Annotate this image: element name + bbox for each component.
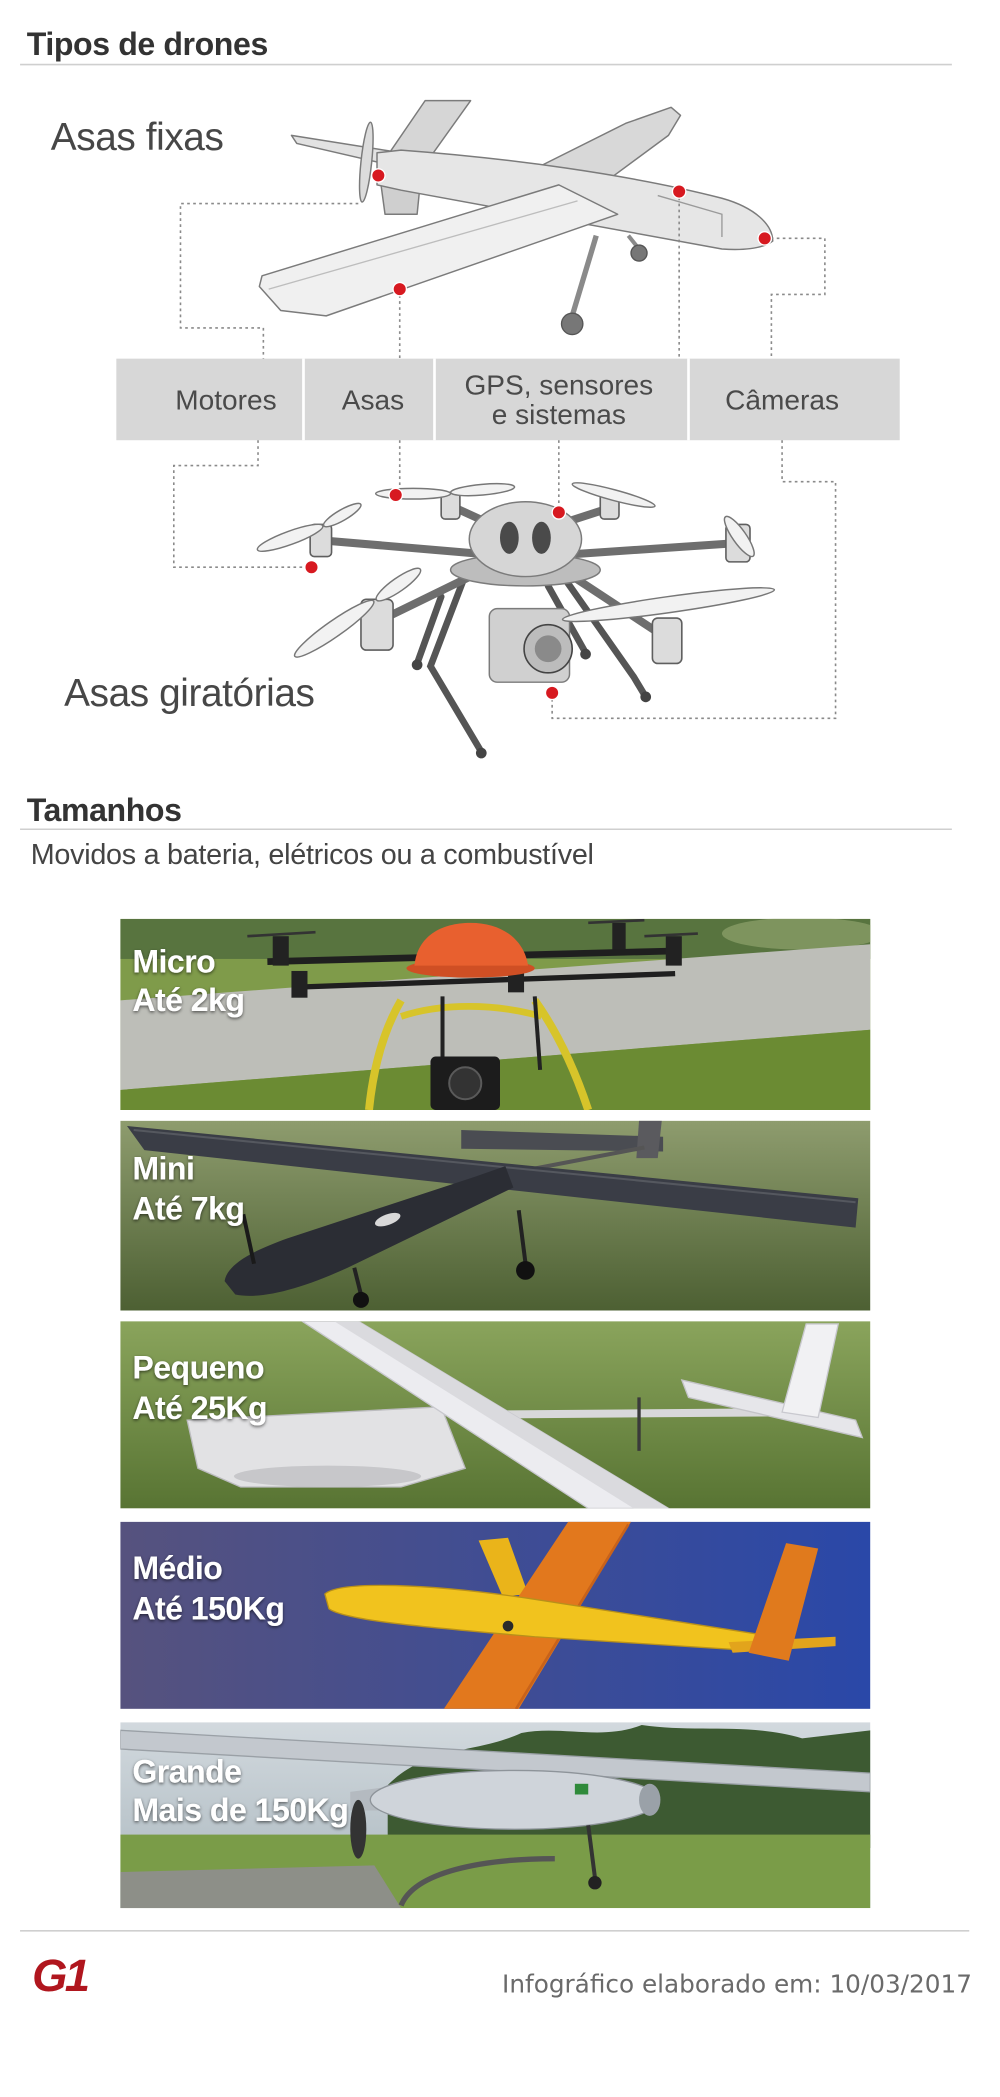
- dome-slot: [532, 522, 551, 554]
- fuselage-detail: [503, 1621, 514, 1632]
- propeller-blade: [376, 488, 451, 499]
- foot: [640, 692, 651, 703]
- camera-lens-inner: [535, 635, 562, 662]
- connector-cameras-bottom: [552, 440, 835, 718]
- gear-wheel: [353, 1292, 369, 1308]
- size-weight-medio: Até 150Kg: [132, 1590, 285, 1627]
- label-cameras: Câmeras: [725, 384, 840, 416]
- size-photo-micro: [120, 917, 882, 1110]
- fixed-wing-rear-wheel: [631, 245, 647, 261]
- label-gps-line-2: e sistemas: [491, 399, 626, 431]
- marker-dot-motor: [372, 169, 385, 182]
- fixed-wing-tail-fin: [390, 101, 470, 157]
- marker-dot-gps: [552, 506, 565, 519]
- connector-motores-bottom: [174, 440, 312, 567]
- section-title-types: Tipos de drones: [26, 26, 268, 63]
- fixed-wing-drone-illustration: [259, 101, 772, 335]
- size-name-micro: Micro: [132, 943, 216, 980]
- motor: [652, 618, 681, 663]
- size-name-pequeno: Pequeno: [132, 1349, 265, 1386]
- marker-dot-camera: [545, 686, 558, 699]
- size-photo-mini: [120, 1121, 870, 1311]
- marker-dot-gps: [672, 185, 685, 198]
- size-weight-mini: Até 7kg: [132, 1190, 245, 1227]
- drone-tail-fin: [636, 1121, 661, 1158]
- marker-dot-camera: [758, 232, 771, 245]
- marker-dot-motor: [305, 561, 318, 574]
- size-weight-micro: Até 2kg: [132, 982, 245, 1019]
- fixed-wing-gear-strut: [572, 236, 596, 316]
- connector-cameras-top: [765, 238, 825, 358]
- fixed-wing-propeller: [357, 122, 376, 203]
- marker-dot-wing: [389, 488, 402, 501]
- fuselage-flag: [575, 1784, 588, 1795]
- rotary-wing-drone-illustration: [255, 479, 775, 759]
- size-photo-pequeno: [120, 1321, 870, 1508]
- gear-wheel: [588, 1876, 601, 1889]
- road: [120, 1865, 401, 1908]
- drone-nose: [639, 1784, 660, 1816]
- propeller-blade: [450, 482, 515, 498]
- foot: [412, 659, 423, 670]
- drone-motor: [612, 923, 625, 950]
- size-name-medio: Médio: [132, 1550, 223, 1587]
- parts-label-box: [116, 359, 899, 441]
- fuselage-shadow: [234, 1466, 421, 1487]
- g1-logo[interactable]: G1: [32, 1950, 88, 2002]
- gear-wheel: [516, 1261, 535, 1280]
- label-asas: Asas: [341, 384, 405, 416]
- size-photo-medio: [120, 1522, 870, 1709]
- drone-fuselage: [370, 1770, 659, 1829]
- drone-motor: [291, 971, 307, 998]
- drone-motor: [666, 936, 682, 965]
- rotary-wing-label: Asas giratórias: [64, 672, 315, 716]
- label-motores: Motores: [175, 384, 277, 416]
- foot: [476, 748, 487, 759]
- marker-dot-wing: [393, 282, 406, 295]
- section-title-sizes: Tamanhos: [26, 792, 182, 829]
- size-name-mini: Mini: [132, 1150, 195, 1187]
- infographic-credit: Infográfico elaborado em: 10/03/2017: [502, 1969, 972, 1999]
- sizes-subtitle: Movidos a bateria, elétricos ou a combustível: [30, 839, 594, 872]
- arm: [324, 540, 482, 553]
- propeller-blade: [321, 500, 363, 531]
- size-weight-pequeno: Até 25Kg: [132, 1389, 268, 1426]
- arm: [578, 543, 737, 554]
- dome-slot: [500, 522, 519, 554]
- size-photo-grande: [120, 1722, 870, 1908]
- fixed-wing-label: Asas fixas: [50, 116, 224, 160]
- foot: [580, 649, 591, 660]
- size-weight-grande: Mais de 150Kg: [132, 1792, 349, 1829]
- label-gps-line-1: GPS, sensores: [464, 369, 654, 401]
- fixed-wing-gear-wheel: [561, 313, 582, 334]
- camera-lens: [449, 1067, 481, 1099]
- foliage: [722, 917, 882, 949]
- drone-motor: [273, 936, 289, 965]
- drone-propeller: [350, 1800, 366, 1859]
- size-name-grande: Grande: [132, 1753, 242, 1790]
